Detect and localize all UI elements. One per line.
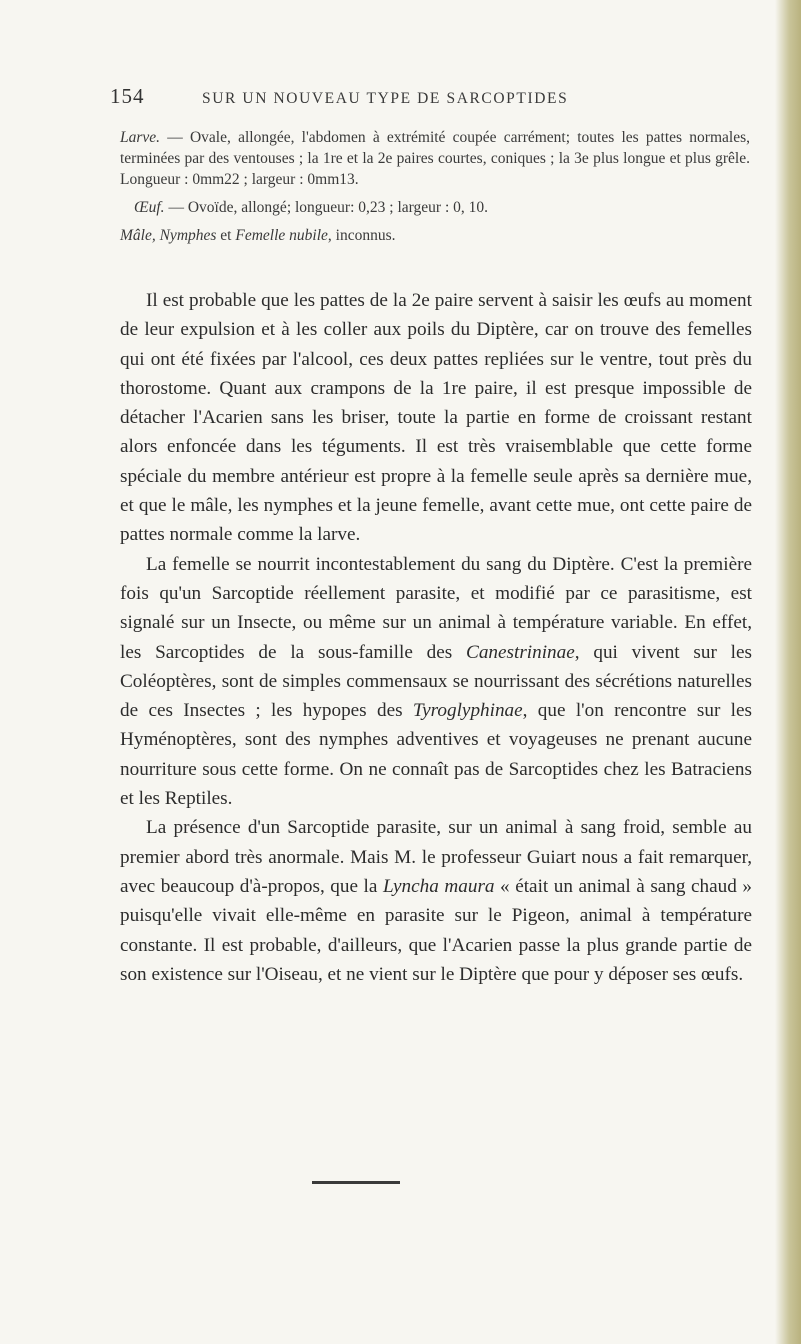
- main-text: [120, 286, 752, 989]
- page-number: 154: [110, 84, 145, 108]
- paragraph-1: Il est probable que les pattes de la 2e paire servent à saisir les œufs au moment de leur expulsion et à les coller aux poils du Diptère, car on trouve des femelles qui ont été fixées par l'alcool, ces deux pattes repliées sur le ventre, tout près du thorostome. Quant aux crampons de la 1re paire, il est presque impossible de détacher l'Acarien sans les briser, toute la partie en forme de croissant restant alors enfoncée dans les téguments. Il est très vraisemblable que cette forme spéciale du membre antérieur est propre à la femelle seule après sa dernière mue, et que le mâle, les nymphes et la jeune femelle, avant cette mue, ont cette paire de pattes normale comme la larve.: [120, 290, 752, 546]
- female-label: Femelle nubile: [235, 227, 328, 244]
- paragraph-2-part-2: , qui vivent sur les Coléoptères, sont de simples commensaux se nourrissant des sécrétions naturelles de ces Insectes ; les hypopes des: [120, 641, 752, 722]
- running-head: SUR UN NOUVEAU TYPE DE SARCOPTIDES: [202, 90, 569, 107]
- paragraph-3: [120, 813, 752, 989]
- larva-text: — Ovale, allongée, l'abdomen à extrémité coupée carrément; toutes les pattes normales, terminées par des ventouses ; la 1re et la 2e paires courtes, coniques ; la 3e plus longue et plus grêle. Longueur : 0mm22 ; largeur : 0mm13.: [120, 129, 750, 188]
- taxon-tyroglyphinae: Tyroglyphinae: [412, 700, 523, 722]
- male-text: , inconnus.: [327, 227, 396, 244]
- paragraph-2-part-1: La femelle se nourrit incontestablement du sang du Diptère. C'est la première fois qu'un Sarcoptide réellement parasite, et modifié par ce parasitisme, est signalé sur un Insecte, ou même sur un animal à température variable. En effet, les Sarcoptides de la sous-famille des: [120, 553, 752, 663]
- paragraph-3-part-2: « était un animal à sang chaud » puisqu'elle vivait elle-même en parasite sur le Pigeon, animal à température constante. Il est probable, d'ailleurs, que l'Acarien passe la plus grande partie de son existence sur l'Oiseau, et ne vient sur le Diptère que pour y déposer ses œufs.: [120, 875, 752, 985]
- paragraph-2-part-3: , que l'on rencontre sur les Hyménoptères, sont des nymphes adventives et voyageuses ne prenant aucune nourriture sous cette forme. On ne connaît pas de Sarcoptides chez les Batraciens et les Reptiles.: [120, 700, 752, 810]
- paragraph-3-part-1: La présence d'un Sarcoptide parasite, sur un animal à sang froid, semble au premier abord très anormale. Mais M. le professeur Guiart nous a fait remarquer, avec beaucoup d'à-propos, que la: [120, 817, 752, 897]
- egg-label: Œuf.: [134, 199, 165, 216]
- male-description: [120, 225, 750, 246]
- larva-label: Larve.: [120, 129, 161, 146]
- male-label: Mâle, Nymphes: [120, 227, 217, 244]
- taxon-canestrininae: Canestrininae: [466, 641, 575, 663]
- section-end-rule: [312, 1181, 400, 1184]
- paragraph-2: [120, 550, 752, 814]
- egg-text: — Ovoïde, allongé; longueur: 0,23 ; largeur : 0, 10.: [168, 199, 488, 216]
- page-header: [110, 84, 750, 114]
- larva-description: [120, 127, 750, 190]
- page-edge-shadow: [775, 0, 801, 1344]
- taxon-lyncha-maura: Lyncha maura: [382, 875, 495, 897]
- male-joiner: et: [216, 227, 236, 244]
- egg-description: [120, 197, 750, 218]
- species-description: [120, 127, 750, 253]
